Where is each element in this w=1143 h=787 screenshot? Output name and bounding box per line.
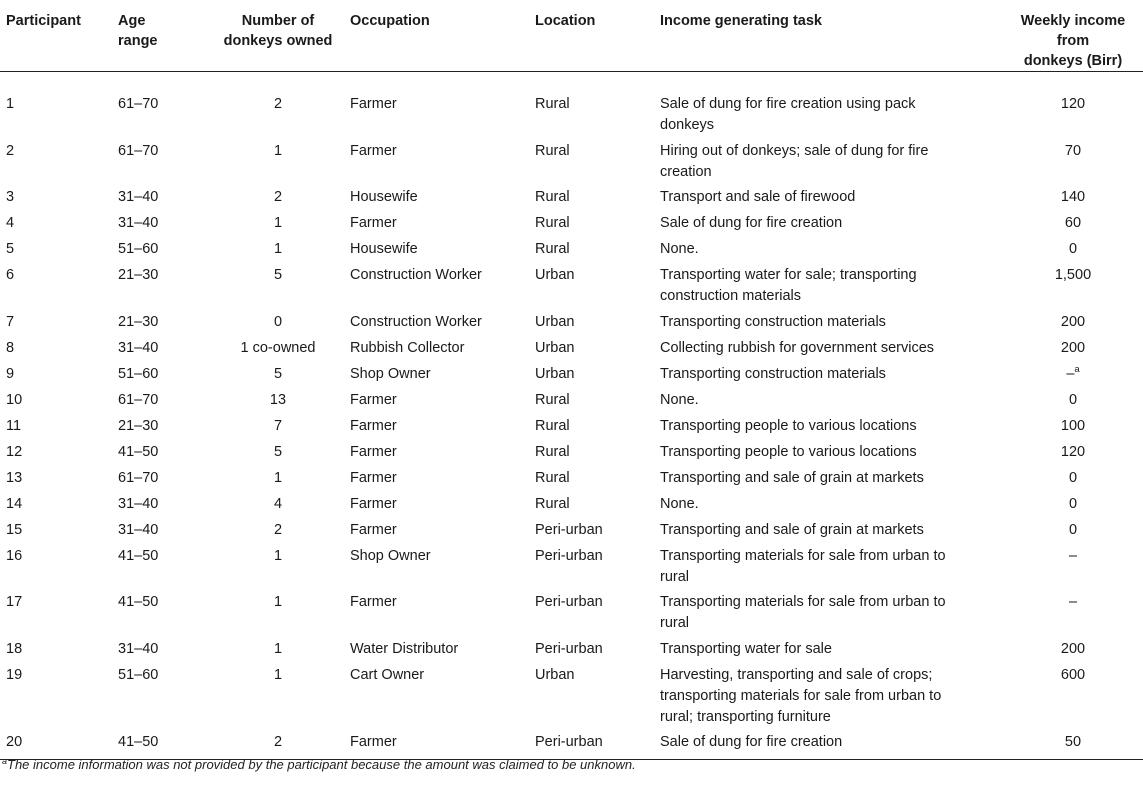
cell-weekly-income: 70 (1064, 142, 1082, 159)
table-row (0, 94, 1143, 141)
cell-occupation: Farmer (350, 142, 397, 159)
cell-age-range: 51–60 (118, 241, 159, 257)
cell-age-range: 41–50 (118, 547, 159, 564)
cell-participant: 7 (6, 313, 15, 330)
cell-weekly-income: 120 (1060, 443, 1086, 460)
table-row (0, 213, 1143, 239)
cell-occupation: Housewife (350, 241, 418, 257)
cell-participant: 3 (6, 189, 15, 205)
cell-location: Rural (535, 189, 570, 205)
footnote-text: The income information was not provided by the participant because the amount was claimed to be unknown. (7, 757, 636, 772)
cell-occupation: Shop Owner (350, 365, 431, 382)
cell-occupation: Farmer (350, 594, 397, 610)
cell-donkeys-owned: 4 (273, 495, 283, 512)
cell-participant: 10 (6, 391, 23, 408)
cell-income-task: None. (660, 495, 699, 512)
cell-age-range: 31–40 (118, 521, 159, 538)
cell-age-range: 31–40 (118, 339, 159, 356)
cell-occupation: Farmer (348, 732, 535, 760)
table-row (0, 468, 1143, 494)
cell-participant: 14 (6, 495, 23, 512)
cell-location: Urban (535, 365, 575, 382)
cell-occupation: Farmer (350, 469, 397, 486)
cell-age-range: 61–70 (118, 469, 159, 486)
header-income-task: Income generating task (658, 0, 973, 72)
cell-age-range: 31–40 (118, 640, 159, 657)
cell-donkeys-owned: 2 (208, 732, 348, 760)
cell-donkeys-owned: 1 (273, 241, 283, 257)
table-row (0, 390, 1143, 416)
cell-occupation: Farmer (350, 391, 397, 408)
cell-age-range: 61–70 (118, 391, 159, 408)
cell-occupation: Rubbish Collector (350, 339, 465, 356)
cell-weekly-income: 140 (1060, 189, 1086, 205)
cell-occupation: Farmer (350, 417, 397, 434)
header-row (0, 0, 1143, 72)
cell-location: Urban (535, 666, 575, 683)
table-row (0, 546, 1143, 593)
cell-weekly-income: 60 (1064, 215, 1082, 231)
cell-age-range: 21–30 (118, 417, 159, 434)
cell-donkeys-owned: 5 (273, 267, 283, 283)
cell-income-task: Transporting water for sale (660, 640, 832, 657)
cell-occupation: Construction Worker (350, 267, 482, 283)
cell-location: Peri-urban (535, 640, 603, 657)
cell-weekly-income: 1,500 (1054, 267, 1092, 283)
cell-location: Rural (535, 417, 570, 434)
cell-location: Rural (535, 495, 570, 512)
cell-participant: 12 (6, 443, 23, 460)
header-donkeys-owned: Number of donkeys owned (208, 0, 348, 72)
cell-participant: 11 (6, 417, 22, 434)
cell-participant: 20 (0, 732, 118, 760)
table-row (0, 416, 1143, 442)
cell-weekly-income: 0 (1068, 391, 1078, 408)
cell-weekly-income: 120 (1060, 96, 1086, 112)
table-row (0, 520, 1143, 546)
cell-occupation: Construction Worker (350, 313, 482, 330)
cell-age-range: 31–40 (118, 215, 159, 231)
cell-participant: 6 (6, 267, 15, 283)
cell-income-task: Sale of dung for fire creation using pack donkeys (660, 96, 916, 133)
cell-donkeys-owned: 1 (273, 469, 283, 486)
cell-income-task: Transporting and sale of grain at markets (660, 469, 924, 486)
header-participant: Participant (0, 0, 118, 72)
cell-donkeys-owned: 1 (273, 666, 283, 683)
cell-weekly-income: 100 (1060, 417, 1086, 434)
cell-age-range: 41–50 (118, 443, 159, 460)
cell-participant: 5 (6, 241, 15, 257)
footnote-marker: a (2, 756, 8, 766)
cell-income-task: Transporting materials for sale from urban to rural (660, 547, 946, 585)
cell-donkeys-owned: 1 (273, 640, 283, 657)
cell-occupation: Farmer (350, 215, 397, 231)
cell-donkeys-owned: 2 (273, 189, 283, 205)
income-footnote-marker: a (1074, 363, 1080, 375)
cell-occupation: Water Distributor (350, 640, 459, 657)
cell-participant: 9 (6, 365, 15, 382)
cell-occupation: Farmer (350, 443, 397, 460)
cell-location: Urban (535, 339, 575, 356)
cell-donkeys-owned: 2 (273, 96, 283, 112)
cell-occupation: Housewife (350, 189, 418, 205)
cell-occupation: Shop Owner (350, 547, 431, 564)
header-age-range: Age range (118, 0, 208, 72)
cell-donkeys-owned: 1 co-owned (240, 339, 316, 356)
table-row (0, 732, 1143, 760)
cell-location: Rural (535, 96, 570, 112)
cell-age-range: 31–40 (118, 495, 159, 512)
table-body (0, 72, 1143, 760)
cell-participant: 2 (6, 142, 15, 159)
cell-occupation: Cart Owner (350, 666, 425, 683)
footnote (2, 757, 636, 772)
cell-age-range: 41–50 (118, 732, 208, 760)
cell-donkeys-owned: 5 (273, 443, 283, 460)
table-row (0, 665, 1143, 733)
cell-participant: 1 (6, 96, 15, 112)
cell-donkeys-owned: 1 (273, 215, 283, 231)
cell-weekly-income: 200 (1060, 339, 1086, 356)
cell-age-range: 61–70 (118, 142, 159, 159)
cell-participant: 13 (6, 469, 23, 486)
cell-income-task: Sale of dung for fire creation (658, 732, 973, 760)
cell-weekly-income: 0 (1068, 521, 1078, 538)
cell-location: Peri-urban (535, 521, 603, 538)
cell-donkeys-owned: 7 (273, 417, 283, 434)
cell-income-task: Transport and sale of firewood (660, 189, 856, 205)
cell-participant: 18 (6, 640, 23, 657)
table-row (0, 442, 1143, 468)
cell-participant: 16 (6, 547, 23, 564)
cell-age-range: 51–60 (118, 666, 159, 683)
table-row (0, 639, 1143, 665)
cell-participant: 8 (6, 339, 15, 356)
table-row (0, 338, 1143, 364)
cell-income-task: None. (660, 241, 699, 257)
cell-income-task: Transporting materials for sale from urban to rural (660, 594, 946, 631)
cell-income-task: Transporting and sale of grain at markets (660, 521, 924, 538)
table-row (0, 265, 1143, 312)
cell-income-task: Transporting people to various locations (660, 417, 917, 434)
cell-donkeys-owned: 5 (273, 365, 283, 382)
cell-location: Rural (535, 241, 570, 257)
cell-weekly-income: 0 (1068, 495, 1078, 512)
cell-income-task: Hiring out of donkeys; sale of dung for fire creation (660, 142, 929, 180)
cell-participant: 15 (6, 521, 23, 538)
cell-income-task: Transporting water for sale; transporting construction materials (660, 267, 917, 304)
cell-location: Peri-urban (535, 594, 603, 610)
cell-location: Peri-urban (535, 547, 603, 564)
spacer-row (0, 72, 1143, 95)
cell-occupation: Farmer (350, 495, 397, 512)
table-row (0, 187, 1143, 213)
cell-location: Rural (535, 215, 570, 231)
cell-location: Rural (535, 391, 570, 408)
cell-income-task: Transporting construction materials (660, 365, 886, 382)
cell-age-range: 21–30 (118, 267, 159, 283)
cell-donkeys-owned: 2 (273, 521, 283, 538)
cell-participant: 4 (6, 215, 15, 231)
cell-donkeys-owned: 1 (273, 142, 283, 159)
cell-weekly-income: 0 (1068, 241, 1078, 257)
table-row (0, 141, 1143, 188)
cell-location: Rural (535, 443, 570, 460)
cell-age-range: 31–40 (118, 189, 159, 205)
cell-location: Peri-urban (535, 732, 658, 760)
cell-occupation: Farmer (350, 96, 397, 112)
cell-occupation: Farmer (350, 521, 397, 538)
cell-weekly-income: 200 (1060, 313, 1086, 330)
cell-participant: 17 (6, 594, 23, 610)
cell-weekly-income: 50 (973, 732, 1143, 760)
cell-age-range: 21–30 (118, 313, 159, 330)
cell-donkeys-owned: 13 (269, 391, 287, 408)
cell-income-task: Sale of dung for fire creation (660, 215, 843, 231)
cell-age-range: 41–50 (118, 594, 159, 610)
cell-donkeys-owned: 0 (273, 313, 283, 330)
table-row (0, 312, 1143, 338)
cell-location: Rural (535, 469, 570, 486)
header-occupation: Occupation (348, 0, 535, 72)
cell-weekly-income: 600 (1060, 666, 1086, 683)
cell-income-task: None. (660, 391, 699, 408)
table-row (0, 592, 1143, 639)
cell-weekly-income: 200 (1060, 640, 1086, 657)
cell-weekly-income: – (1068, 547, 1078, 564)
cell-income-task: Transporting people to various locations (660, 443, 917, 460)
header-location: Location (535, 0, 658, 72)
table-row (0, 364, 1143, 390)
cell-location: Urban (535, 267, 575, 283)
cell-weekly-income: – (1068, 594, 1078, 610)
cell-location: Rural (535, 142, 570, 159)
table-row (0, 494, 1143, 520)
cell-donkeys-owned: 1 (273, 594, 283, 610)
cell-income-task: Collecting rubbish for government services (660, 339, 935, 356)
cell-income-task: Harvesting, transporting and sale of crops; transporting materials for sale from urban to rural; transporting furniture (660, 666, 942, 725)
header-weekly-income: Weekly income from donkeys (Birr) (973, 0, 1143, 72)
cell-weekly-income: 0 (1068, 469, 1078, 486)
cell-participant: 19 (6, 666, 23, 683)
cell-location: Urban (535, 313, 575, 330)
cell-age-range: 51–60 (118, 365, 159, 382)
cell-weekly-income: –$^a$ (1066, 363, 1080, 382)
table-row (0, 239, 1143, 265)
cell-age-range: 61–70 (118, 96, 159, 112)
cell-income-task: Transporting construction materials (660, 313, 886, 330)
cell-donkeys-owned: 1 (273, 547, 283, 564)
